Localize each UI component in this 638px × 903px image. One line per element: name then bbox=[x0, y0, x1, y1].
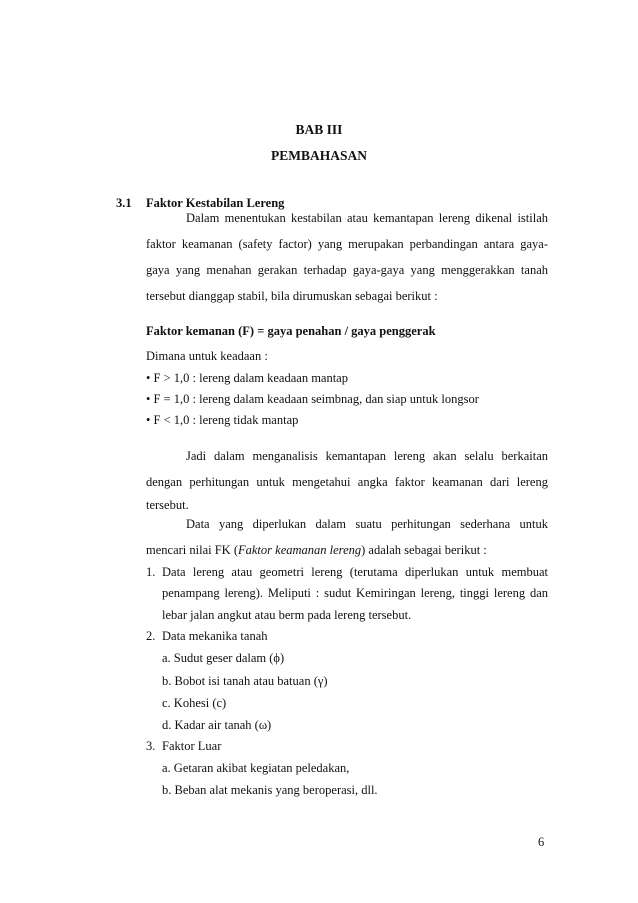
paragraph3-line-1: Data yang diperlukan dalam suatu perhitungan sederhana untuk bbox=[186, 517, 548, 531]
chapter-title: PEMBAHASAN bbox=[270, 148, 367, 163]
chapter-label: BAB III bbox=[295, 122, 343, 137]
paragraph2-line-3: tersebut. bbox=[146, 498, 189, 512]
list-item-2-sub-b: b. Bobot isi tanah atau batuan (γ) bbox=[162, 674, 328, 688]
paragraph3-line-2 bbox=[146, 542, 487, 558]
condition-item-1: • F > 1,0 : lereng dalam keadaan mantap bbox=[146, 371, 348, 385]
list-item-1-line-2: penampang lereng). Meliputi : sudut Kemiringan lereng, tinggi lereng dan bbox=[162, 586, 548, 600]
list-item-3-sub-b: b. Beban alat mekanis yang beroperasi, dll. bbox=[162, 783, 378, 797]
paragraph3-line-2-pre: mencari nilai FK ( bbox=[146, 543, 238, 557]
section-title: Faktor Kestabilan Lereng bbox=[146, 196, 285, 210]
list-item-1-number: 1. bbox=[146, 565, 156, 579]
list-item-3-sub-a: a. Getaran akibat kegiatan peledakan, bbox=[162, 761, 350, 775]
paragraph2-line-1: Jadi dalam menganalisis kemantapan lereng akan selalu berkaitan bbox=[186, 449, 548, 463]
paragraph3-line-2-post: ) adalah sebagai berikut : bbox=[361, 543, 487, 557]
paragraph2-line-2: dengan perhitungan untuk mengetahui angka faktor keamanan dari lereng bbox=[146, 475, 548, 489]
formula: Faktor kemanan (F) = gaya penahan / gaya penggerak bbox=[146, 324, 436, 338]
list-item-1-line-1: Data lereng atau geometri lereng (terutama diperlukan untuk membuat bbox=[162, 565, 548, 579]
list-item-2-sub-a: a. Sudut geser dalam (ϕ) bbox=[162, 651, 285, 665]
list-item-3-label: Faktor Luar bbox=[162, 739, 222, 753]
list-item-2-label: Data mekanika tanah bbox=[162, 629, 268, 643]
intro-line-3: gaya yang menahan gerakan terhadap gaya-gaya yang menggerakkan tanah bbox=[146, 263, 548, 277]
intro-line-4: tersebut dianggap stabil, bila dirumuskan sebagai berikut : bbox=[146, 289, 438, 303]
list-item-2-sub-d: d. Kadar air tanah (ω) bbox=[162, 718, 272, 732]
condition-item-3: • F < 1,0 : lereng tidak mantap bbox=[146, 413, 299, 427]
intro-line-2: faktor keamanan (safety factor) yang merupakan perbandingan antara gaya- bbox=[146, 237, 548, 251]
list-item-2-number: 2. bbox=[146, 629, 156, 643]
condition-item-2: • F = 1,0 : lereng dalam keadaan seimbnag, dan siap untuk longsor bbox=[146, 392, 479, 406]
paragraph3-line-2-italic: Faktor keamanan lereng bbox=[238, 543, 362, 557]
conditions-heading: Dimana untuk keadaan : bbox=[146, 349, 268, 363]
list-item-3-number: 3. bbox=[146, 739, 156, 753]
list-item-2-sub-c: c. Kohesi (c) bbox=[162, 696, 227, 710]
intro-line-1: Dalam menentukan kestabilan atau kemantapan lereng dikenal istilah bbox=[186, 211, 548, 225]
section-number: 3.1 bbox=[116, 196, 132, 210]
page-number: 6 bbox=[538, 835, 545, 849]
list-item-1-line-3: lebar jalan angkut atau berm pada lereng tersebut. bbox=[162, 608, 412, 622]
